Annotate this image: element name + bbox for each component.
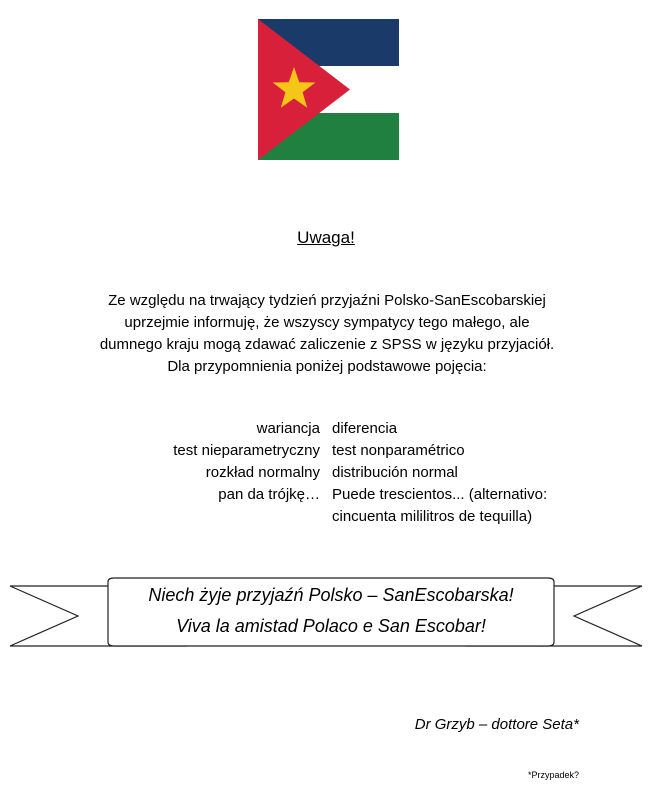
ribbon-left-tail	[10, 586, 110, 646]
signature: Dr Grzyb – dottore Seta*	[414, 716, 579, 733]
spanish-term: test nonparamétrico	[332, 442, 465, 459]
intro-line: dumnego kraju mogą zdawać zaliczenie z SPSS w języku przyjaciół.	[99, 336, 555, 353]
glossary-row	[0, 440, 652, 462]
footnote: *Przypadek?	[527, 770, 579, 780]
glossary-row-continued	[0, 506, 652, 528]
glossary-row	[0, 484, 652, 506]
intro-paragraph	[60, 290, 594, 378]
ribbon-banner	[0, 570, 652, 660]
spanish-term: diferencia	[332, 420, 398, 437]
banner-line-polish: Niech żyje przyjaźń Polsko – SanEscobarska!	[148, 585, 514, 605]
san-escobar-flag	[258, 19, 399, 160]
notice-heading: Uwaga!	[297, 228, 355, 247]
ribbon-shape	[0, 570, 652, 660]
polish-term: wariancja	[256, 420, 320, 437]
intro-line: Dla przypomnienia poniżej podstawowe pojęcia:	[167, 358, 487, 375]
glossary-row	[0, 418, 652, 440]
polish-term: test nieparametryczny	[173, 442, 320, 459]
ribbon-right-tail	[542, 586, 642, 646]
polish-term: pan da trójkę…	[218, 486, 320, 503]
glossary-row	[0, 462, 652, 484]
spanish-term-continued: cincuenta mililitros de tequilla)	[332, 508, 533, 525]
intro-line: uprzejmie informuję, że wszyscy sympatycy tego małego, ale	[124, 314, 530, 331]
spanish-term: Puede trescientos... (alternativo:	[332, 486, 548, 503]
intro-line: Ze względu na trwający tydzień przyjaźni Polsko-SanEscobarskiej	[108, 292, 546, 309]
spanish-term: distribución normal	[332, 464, 458, 481]
polish-term: rozkład normalny	[205, 464, 320, 481]
banner-line-spanish: Viva la amistad Polaco e San Escobar!	[176, 616, 486, 636]
